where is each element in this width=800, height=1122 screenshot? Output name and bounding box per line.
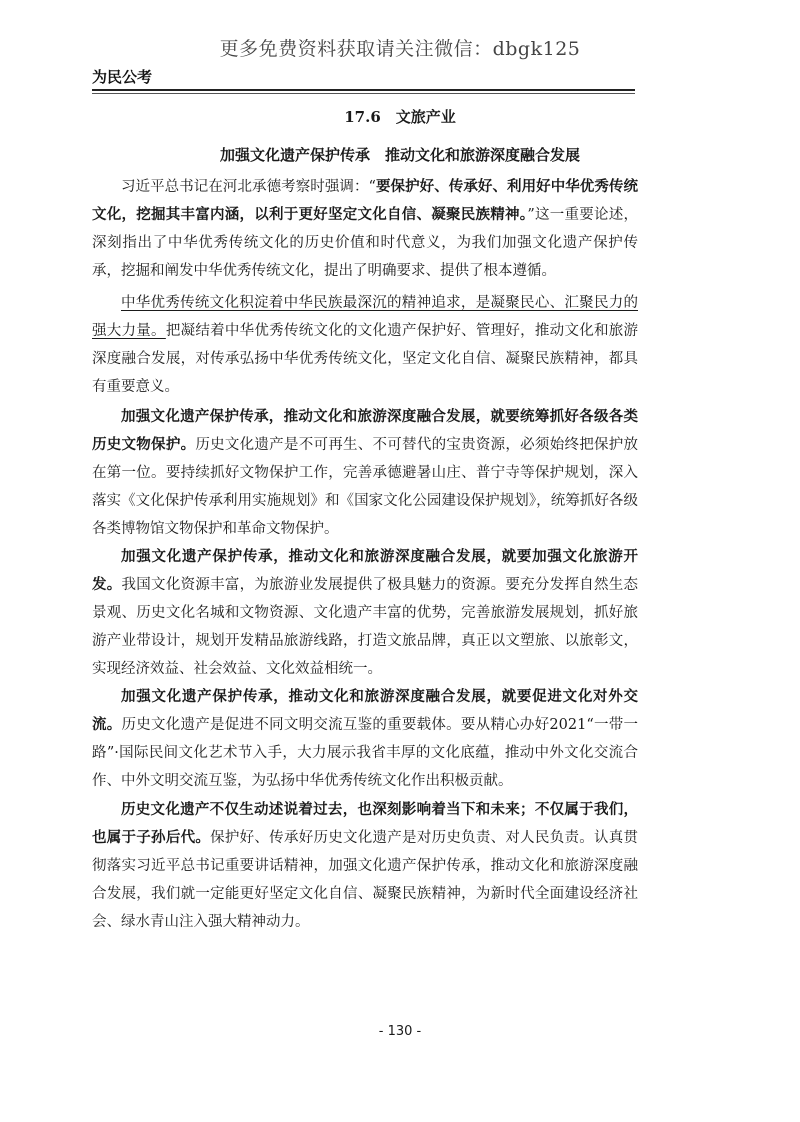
paragraph-6 [92, 796, 638, 936]
header-divider [92, 89, 635, 91]
p5-rest: 历史文化遗产是促进不同文明交流互鉴的重要载体。要从精心办好2021“一带一路”·国际民间文化艺术节入手，大力展示我省丰厚的文化底蕴，推动中外文化交流合作、中外文明交流互鉴，为弘扬中华优秀传统文化作出积极贡献。 [92, 717, 639, 789]
p3-rest: 历史文化遗产是不可再生、不可替代的宝贵资源，必须始终把保护放在第一位。要持续抓好文物保护工作，完善承德避暑山庄、普宁寺等保护规划，深入落实《文化保护传承利用实施规划》和《国家文化公园建设保护规划》，统筹抓好各级各类博物馆文物保护和革命文物保护。 [92, 437, 639, 537]
section-heading: 17.6 文旅产业 [344, 108, 456, 126]
watermark-text: 更多免费资料获取请关注微信：dbgk125 [219, 38, 581, 60]
paragraph-3 [92, 403, 638, 543]
paragraph-4 [92, 543, 638, 683]
paragraph-2 [92, 289, 638, 401]
p1-quote: 要保护好、传承好、利用好中华优秀传统文化，挖掘其丰富内涵，以利于更好坚定文化自信、凝聚民族精神。 [92, 178, 638, 223]
paragraph-5 [92, 683, 638, 795]
p1-lead: 习近平总书记在河北承德考察时强调：“ [121, 179, 376, 195]
paragraph-1 [92, 173, 638, 285]
p4-bold: 加强文化遗产保护传承，推动文化和旅游深度融合发展，就要加强文化旅游开发。 [92, 548, 638, 593]
p6-bold: 历史文化遗产不仅生动述说着过去，也深刻影响着当下和未来；不仅属于我们，也属于子孙后代。 [92, 801, 638, 846]
page-number: - 130 - [378, 1024, 422, 1039]
p2-rest: 把凝结着中华优秀传统文化的文化遗产保护好、管理好，推动文化和旅游深度融合发展，对传承弘扬中华优秀传统文化，坚定文化自信、凝聚民族精神，都具有重要意义。 [92, 323, 639, 395]
header-divider-thin [92, 93, 635, 94]
p6-rest: 保护好、传承好历史文化遗产是对历史负责、对人民负责。认真贯彻落实习近平总书记重要讲话精神，加强文化遗产保护传承，推动文化和旅游深度融合发展，我们就一定能更好坚定文化自信、凝聚民族精神，为新时代全面建设经济社会、绿水青山注入强大精神动力。 [92, 830, 639, 930]
p2-underlined: 中华优秀传统文化积淀着中华民族最深沉的精神追求，是凝聚民心、汇聚民力的强大力量。 [92, 295, 638, 339]
article-title: 加强文化遗产保护传承 推动文化和旅游深度融合发展 [219, 146, 580, 164]
header-label: 为民公考 [92, 68, 153, 86]
p3-bold: 加强文化遗产保护传承，推动文化和旅游深度融合发展，就要统筹抓好各级各类历史文物保护。 [92, 408, 638, 453]
p4-rest: 我国文化资源丰富，为旅游业发展提供了极具魅力的资源。要充分发挥自然生态景观、历史文化名城和文物资源、文化遗产丰富的优势，完善旅游发展规划，抓好旅游产业带设计，规划开发精品旅游线路，打造文旅品牌，真正以文塑旅、以旅彰文，实现经济效益、社会效益、文化效益相统一。 [92, 577, 639, 677]
p1-rest: ”这一重要论述，深刻指出了中华优秀传统文化的历史价值和时代意义，为我们加强文化遗产保护传承，挖掘和阐发中华优秀传统文化，提出了明确要求、提供了根本遵循。 [92, 207, 638, 279]
p5-bold: 加强文化遗产保护传承，推动文化和旅游深度融合发展，就要促进文化对外交流。 [92, 688, 638, 733]
